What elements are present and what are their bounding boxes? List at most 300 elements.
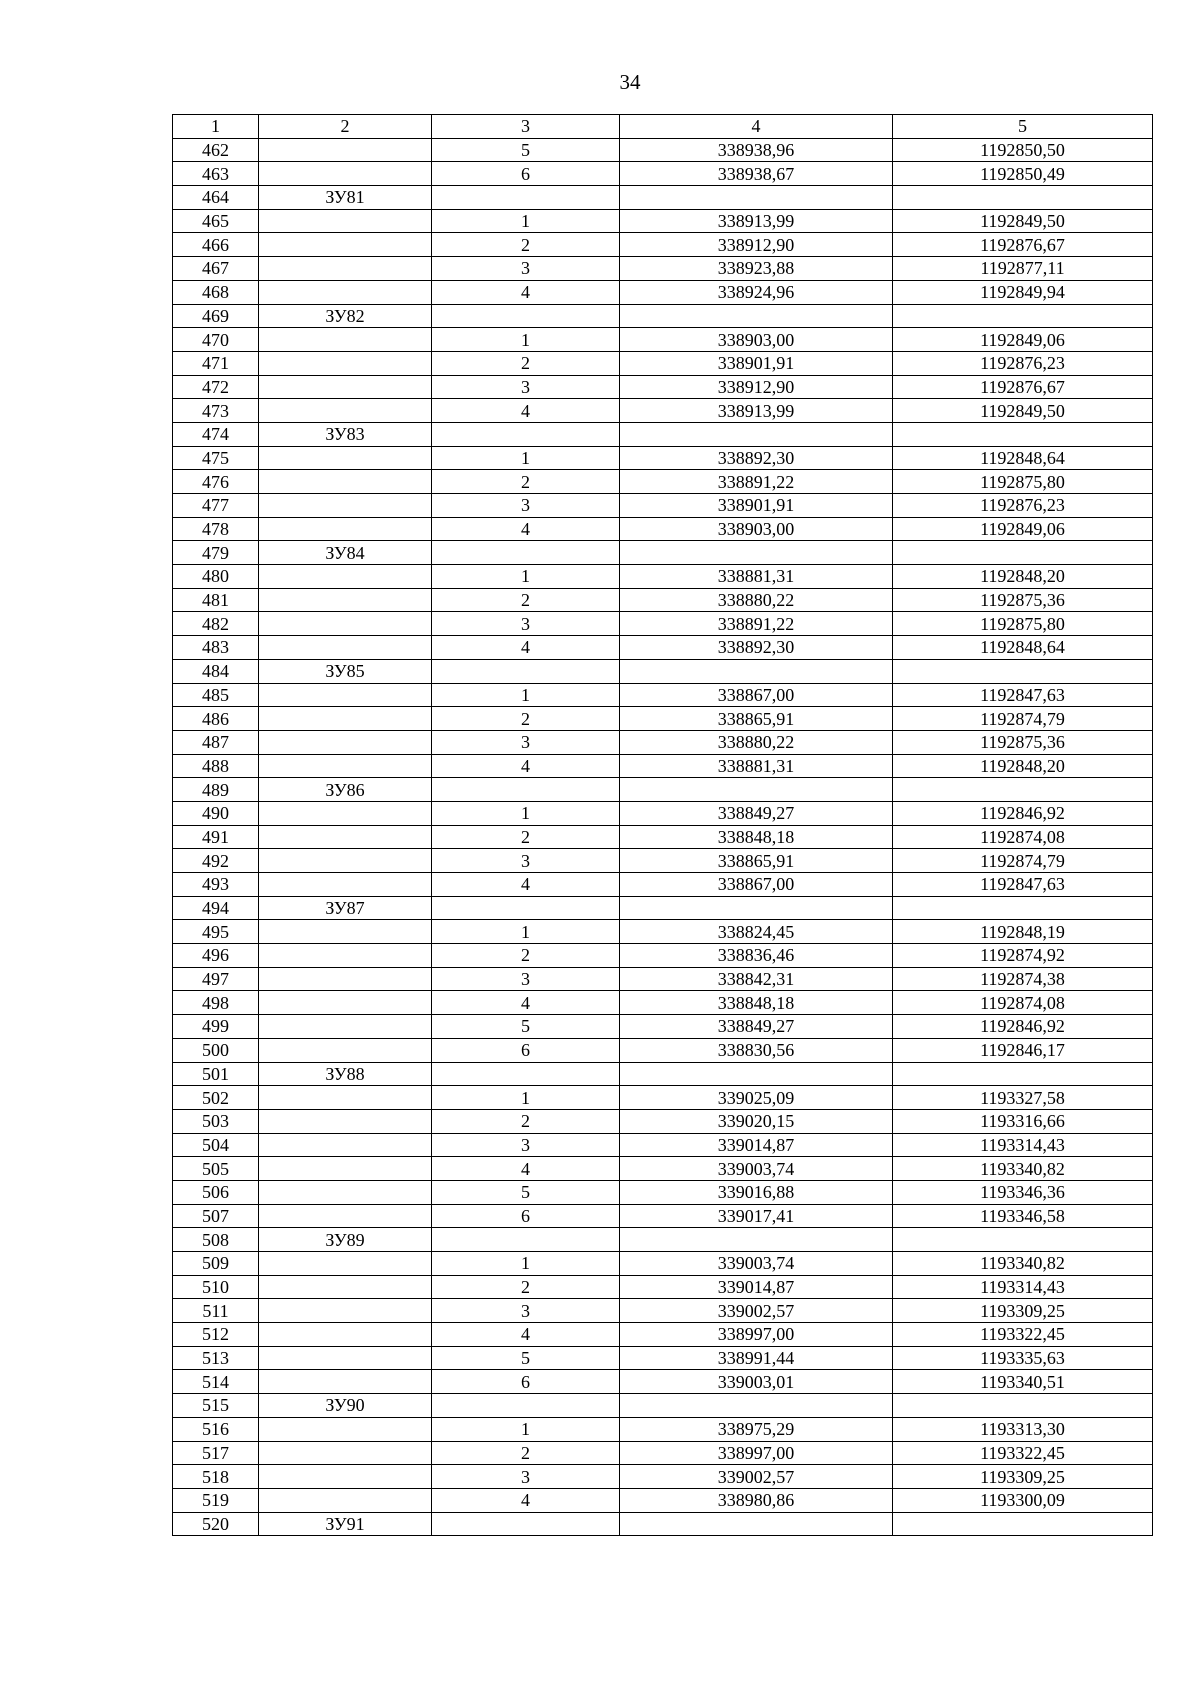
- table-row: [173, 494, 1153, 518]
- cell-row-number: 515: [173, 1394, 259, 1418]
- cell-row-number: 494: [173, 896, 259, 920]
- table-row: [173, 541, 1153, 565]
- cell-coordinate-y: 1193346,58: [893, 1204, 1153, 1228]
- cell-point-number: 4: [432, 636, 620, 660]
- cell-coordinate-x: 338867,00: [620, 683, 893, 707]
- table-row: [173, 612, 1153, 636]
- cell-coordinate-x: 338938,67: [620, 162, 893, 186]
- cell-coordinate-y: 1192874,08: [893, 825, 1153, 849]
- cell-plot-id: [259, 1441, 432, 1465]
- cell-point-number: 2: [432, 233, 620, 257]
- cell-point-number: 1: [432, 1252, 620, 1276]
- cell-row-number: 497: [173, 967, 259, 991]
- cell-plot-id: [259, 209, 432, 233]
- cell-coordinate-y: 1192874,79: [893, 849, 1153, 873]
- cell-plot-id: [259, 707, 432, 731]
- cell-row-number: 489: [173, 778, 259, 802]
- cell-coordinate-x: [620, 1228, 893, 1252]
- cell-row-number: 482: [173, 612, 259, 636]
- cell-point-number: 3: [432, 257, 620, 281]
- cell-point-number: 5: [432, 1015, 620, 1039]
- table-row: [173, 873, 1153, 897]
- cell-row-number: 483: [173, 636, 259, 660]
- table-row: [173, 825, 1153, 849]
- cell-point-number: [432, 1228, 620, 1252]
- cell-plot-id: [259, 1038, 432, 1062]
- column-header: 5: [893, 115, 1153, 139]
- cell-coordinate-y: 1192875,80: [893, 470, 1153, 494]
- table-row: [173, 1394, 1153, 1418]
- cell-coordinate-y: 1192849,50: [893, 209, 1153, 233]
- cell-plot-id: ЗУ89: [259, 1228, 432, 1252]
- cell-row-number: 480: [173, 565, 259, 589]
- cell-coordinate-x: 339003,74: [620, 1252, 893, 1276]
- cell-point-number: 2: [432, 351, 620, 375]
- cell-plot-id: ЗУ81: [259, 186, 432, 210]
- cell-coordinate-x: 338997,00: [620, 1323, 893, 1347]
- cell-plot-id: [259, 1204, 432, 1228]
- cell-row-number: 512: [173, 1323, 259, 1347]
- cell-point-number: 1: [432, 1417, 620, 1441]
- cell-plot-id: [259, 1346, 432, 1370]
- cell-row-number: 481: [173, 588, 259, 612]
- cell-coordinate-y: 1193346,36: [893, 1180, 1153, 1204]
- table-row: [173, 1275, 1153, 1299]
- cell-row-number: 499: [173, 1015, 259, 1039]
- cell-row-number: 508: [173, 1228, 259, 1252]
- cell-plot-id: [259, 233, 432, 257]
- cell-row-number: 500: [173, 1038, 259, 1062]
- cell-coordinate-y: [893, 896, 1153, 920]
- cell-point-number: 3: [432, 1133, 620, 1157]
- cell-row-number: 496: [173, 944, 259, 968]
- cell-point-number: 6: [432, 1370, 620, 1394]
- cell-coordinate-y: [893, 1394, 1153, 1418]
- cell-coordinate-x: 338881,31: [620, 754, 893, 778]
- table-row: [173, 778, 1153, 802]
- cell-coordinate-y: [893, 186, 1153, 210]
- cell-row-number: 470: [173, 328, 259, 352]
- table-row: [173, 280, 1153, 304]
- cell-plot-id: [259, 849, 432, 873]
- cell-coordinate-y: 1193322,45: [893, 1441, 1153, 1465]
- cell-coordinate-y: 1193340,82: [893, 1157, 1153, 1181]
- cell-plot-id: [259, 351, 432, 375]
- cell-coordinate-x: [620, 1394, 893, 1418]
- table-row: [173, 754, 1153, 778]
- cell-point-number: [432, 186, 620, 210]
- cell-coordinate-x: 338980,86: [620, 1488, 893, 1512]
- cell-plot-id: ЗУ85: [259, 659, 432, 683]
- cell-plot-id: [259, 1417, 432, 1441]
- table-row: [173, 375, 1153, 399]
- cell-coordinate-x: [620, 186, 893, 210]
- cell-coordinate-y: 1192849,94: [893, 280, 1153, 304]
- cell-point-number: 6: [432, 162, 620, 186]
- cell-plot-id: [259, 967, 432, 991]
- cell-row-number: 467: [173, 257, 259, 281]
- cell-plot-id: [259, 825, 432, 849]
- cell-row-number: 466: [173, 233, 259, 257]
- cell-coordinate-y: 1193309,25: [893, 1465, 1153, 1489]
- cell-plot-id: [259, 517, 432, 541]
- cell-plot-id: [259, 138, 432, 162]
- table-row: [173, 944, 1153, 968]
- cell-coordinate-x: [620, 304, 893, 328]
- table-row: [173, 659, 1153, 683]
- cell-row-number: 493: [173, 873, 259, 897]
- cell-coordinate-x: 338891,22: [620, 612, 893, 636]
- cell-coordinate-y: 1193340,82: [893, 1252, 1153, 1276]
- table-row: [173, 1488, 1153, 1512]
- cell-row-number: 491: [173, 825, 259, 849]
- table-row: [173, 1512, 1153, 1536]
- cell-row-number: 518: [173, 1465, 259, 1489]
- cell-coordinate-y: 1192846,92: [893, 801, 1153, 825]
- cell-point-number: 1: [432, 565, 620, 589]
- cell-point-number: 3: [432, 375, 620, 399]
- cell-row-number: 502: [173, 1086, 259, 1110]
- cell-row-number: 520: [173, 1512, 259, 1536]
- cell-row-number: 472: [173, 375, 259, 399]
- cell-coordinate-y: 1192876,67: [893, 375, 1153, 399]
- cell-row-number: 476: [173, 470, 259, 494]
- cell-plot-id: [259, 944, 432, 968]
- cell-coordinate-x: 339017,41: [620, 1204, 893, 1228]
- cell-coordinate-x: [620, 422, 893, 446]
- cell-coordinate-y: 1193327,58: [893, 1086, 1153, 1110]
- cell-coordinate-y: 1193309,25: [893, 1299, 1153, 1323]
- cell-point-number: 4: [432, 1157, 620, 1181]
- cell-coordinate-x: [620, 778, 893, 802]
- cell-point-number: 3: [432, 612, 620, 636]
- cell-row-number: 485: [173, 683, 259, 707]
- cell-point-number: [432, 304, 620, 328]
- cell-point-number: 5: [432, 1180, 620, 1204]
- cell-coordinate-x: 339020,15: [620, 1109, 893, 1133]
- cell-point-number: 4: [432, 991, 620, 1015]
- cell-plot-id: [259, 920, 432, 944]
- table-row: [173, 707, 1153, 731]
- cell-coordinate-y: 1192849,50: [893, 399, 1153, 423]
- cell-coordinate-x: [620, 541, 893, 565]
- table-row: [173, 517, 1153, 541]
- cell-point-number: [432, 778, 620, 802]
- cell-coordinate-y: [893, 422, 1153, 446]
- table-row: [173, 1417, 1153, 1441]
- cell-plot-id: [259, 1488, 432, 1512]
- cell-coordinate-y: [893, 778, 1153, 802]
- cell-coordinate-x: 338881,31: [620, 565, 893, 589]
- table-row: [173, 1157, 1153, 1181]
- cell-plot-id: [259, 801, 432, 825]
- cell-row-number: 474: [173, 422, 259, 446]
- cell-plot-id: ЗУ84: [259, 541, 432, 565]
- cell-plot-id: [259, 1180, 432, 1204]
- coordinates-table-body: [173, 115, 1153, 1536]
- cell-coordinate-y: [893, 1512, 1153, 1536]
- cell-coordinate-x: 339003,01: [620, 1370, 893, 1394]
- cell-coordinate-y: 1192848,64: [893, 636, 1153, 660]
- table-row: [173, 138, 1153, 162]
- cell-point-number: 2: [432, 1441, 620, 1465]
- cell-plot-id: [259, 399, 432, 423]
- cell-coordinate-y: 1193313,30: [893, 1417, 1153, 1441]
- cell-point-number: [432, 1394, 620, 1418]
- cell-row-number: 478: [173, 517, 259, 541]
- cell-row-number: 498: [173, 991, 259, 1015]
- cell-coordinate-x: 339014,87: [620, 1133, 893, 1157]
- cell-coordinate-y: 1192847,63: [893, 683, 1153, 707]
- cell-coordinate-y: 1192846,17: [893, 1038, 1153, 1062]
- cell-row-number: 465: [173, 209, 259, 233]
- cell-plot-id: [259, 1370, 432, 1394]
- cell-coordinate-y: 1193314,43: [893, 1275, 1153, 1299]
- cell-row-number: 495: [173, 920, 259, 944]
- cell-coordinate-x: 339016,88: [620, 1180, 893, 1204]
- cell-coordinate-x: 339014,87: [620, 1275, 893, 1299]
- table-row: [173, 683, 1153, 707]
- cell-plot-id: [259, 1109, 432, 1133]
- table-row: [173, 328, 1153, 352]
- cell-plot-id: [259, 588, 432, 612]
- cell-coordinate-x: 339002,57: [620, 1299, 893, 1323]
- cell-coordinate-y: 1193300,09: [893, 1488, 1153, 1512]
- cell-plot-id: [259, 1015, 432, 1039]
- cell-point-number: 3: [432, 1465, 620, 1489]
- cell-coordinate-x: 338901,91: [620, 494, 893, 518]
- cell-row-number: 519: [173, 1488, 259, 1512]
- cell-coordinate-x: 338938,96: [620, 138, 893, 162]
- cell-plot-id: ЗУ82: [259, 304, 432, 328]
- cell-point-number: 1: [432, 920, 620, 944]
- cell-coordinate-y: [893, 659, 1153, 683]
- cell-row-number: 462: [173, 138, 259, 162]
- cell-coordinate-y: 1192875,80: [893, 612, 1153, 636]
- cell-coordinate-x: 338849,27: [620, 1015, 893, 1039]
- cell-coordinate-y: 1192846,92: [893, 1015, 1153, 1039]
- table-row: [173, 186, 1153, 210]
- table-row: [173, 1323, 1153, 1347]
- cell-coordinate-y: 1193316,66: [893, 1109, 1153, 1133]
- cell-point-number: 1: [432, 446, 620, 470]
- cell-plot-id: [259, 1157, 432, 1181]
- cell-coordinate-x: 338975,29: [620, 1417, 893, 1441]
- cell-point-number: [432, 659, 620, 683]
- cell-plot-id: [259, 280, 432, 304]
- cell-coordinate-y: 1192847,63: [893, 873, 1153, 897]
- cell-plot-id: [259, 257, 432, 281]
- cell-point-number: 2: [432, 944, 620, 968]
- cell-point-number: [432, 1512, 620, 1536]
- table-row: [173, 1204, 1153, 1228]
- cell-coordinate-y: 1193340,51: [893, 1370, 1153, 1394]
- cell-row-number: 477: [173, 494, 259, 518]
- cell-row-number: 484: [173, 659, 259, 683]
- cell-coordinate-x: 338824,45: [620, 920, 893, 944]
- cell-plot-id: [259, 730, 432, 754]
- cell-plot-id: [259, 162, 432, 186]
- table-row: [173, 849, 1153, 873]
- cell-plot-id: [259, 1299, 432, 1323]
- cell-coordinate-x: 338865,91: [620, 707, 893, 731]
- cell-coordinate-y: 1192877,11: [893, 257, 1153, 281]
- cell-coordinate-y: 1193314,43: [893, 1133, 1153, 1157]
- cell-coordinate-y: 1192876,23: [893, 494, 1153, 518]
- cell-plot-id: [259, 1465, 432, 1489]
- cell-point-number: 3: [432, 1299, 620, 1323]
- cell-point-number: 1: [432, 683, 620, 707]
- table-row: [173, 422, 1153, 446]
- cell-plot-id: [259, 470, 432, 494]
- cell-coordinate-x: [620, 1062, 893, 1086]
- cell-coordinate-y: 1192848,20: [893, 565, 1153, 589]
- table-row: [173, 1346, 1153, 1370]
- cell-point-number: 3: [432, 494, 620, 518]
- cell-coordinate-y: 1192876,23: [893, 351, 1153, 375]
- cell-plot-id: ЗУ90: [259, 1394, 432, 1418]
- cell-coordinate-y: 1192848,19: [893, 920, 1153, 944]
- cell-coordinate-y: 1192874,79: [893, 707, 1153, 731]
- cell-point-number: 4: [432, 754, 620, 778]
- cell-plot-id: [259, 636, 432, 660]
- cell-point-number: 2: [432, 588, 620, 612]
- cell-coordinate-x: 338901,91: [620, 351, 893, 375]
- cell-point-number: 2: [432, 1109, 620, 1133]
- cell-coordinate-y: [893, 1228, 1153, 1252]
- cell-row-number: 492: [173, 849, 259, 873]
- cell-row-number: 513: [173, 1346, 259, 1370]
- cell-coordinate-x: 338880,22: [620, 730, 893, 754]
- page-number: 34: [619, 70, 641, 94]
- cell-point-number: [432, 896, 620, 920]
- cell-coordinate-y: 1193322,45: [893, 1323, 1153, 1347]
- cell-coordinate-x: 338880,22: [620, 588, 893, 612]
- cell-coordinate-x: 339003,74: [620, 1157, 893, 1181]
- cell-coordinate-x: 338997,00: [620, 1441, 893, 1465]
- table-row: [173, 588, 1153, 612]
- table-row: [173, 446, 1153, 470]
- cell-row-number: 510: [173, 1275, 259, 1299]
- column-header: 1: [173, 115, 259, 139]
- cell-plot-id: ЗУ83: [259, 422, 432, 446]
- table-row: [173, 636, 1153, 660]
- table-row: [173, 470, 1153, 494]
- cell-plot-id: [259, 1323, 432, 1347]
- table-row: [173, 1109, 1153, 1133]
- cell-coordinate-y: 1192850,50: [893, 138, 1153, 162]
- table-row: [173, 1228, 1153, 1252]
- table-row: [173, 209, 1153, 233]
- cell-coordinate-y: [893, 1062, 1153, 1086]
- cell-point-number: [432, 1062, 620, 1086]
- cell-row-number: 463: [173, 162, 259, 186]
- cell-coordinate-y: 1192876,67: [893, 233, 1153, 257]
- cell-plot-id: [259, 1086, 432, 1110]
- cell-point-number: 4: [432, 280, 620, 304]
- cell-coordinate-x: 338848,18: [620, 825, 893, 849]
- cell-plot-id: [259, 328, 432, 352]
- cell-coordinate-x: 338849,27: [620, 801, 893, 825]
- cell-row-number: 511: [173, 1299, 259, 1323]
- cell-point-number: 2: [432, 825, 620, 849]
- cell-row-number: 517: [173, 1441, 259, 1465]
- table-row: [173, 730, 1153, 754]
- table-row: [173, 162, 1153, 186]
- cell-row-number: 505: [173, 1157, 259, 1181]
- cell-coordinate-y: 1192874,38: [893, 967, 1153, 991]
- column-header: 3: [432, 115, 620, 139]
- table-row: [173, 1465, 1153, 1489]
- column-header: 2: [259, 115, 432, 139]
- cell-plot-id: ЗУ87: [259, 896, 432, 920]
- cell-coordinate-x: 338924,96: [620, 280, 893, 304]
- cell-row-number: 501: [173, 1062, 259, 1086]
- cell-coordinate-y: [893, 304, 1153, 328]
- cell-row-number: 469: [173, 304, 259, 328]
- cell-coordinate-x: [620, 896, 893, 920]
- cell-row-number: 504: [173, 1133, 259, 1157]
- table-row: [173, 399, 1153, 423]
- cell-point-number: 5: [432, 1346, 620, 1370]
- cell-point-number: 6: [432, 1038, 620, 1062]
- table-row: [173, 257, 1153, 281]
- cell-coordinate-x: 339025,09: [620, 1086, 893, 1110]
- cell-row-number: 503: [173, 1109, 259, 1133]
- cell-point-number: 4: [432, 1323, 620, 1347]
- table-row: [173, 1441, 1153, 1465]
- cell-point-number: 2: [432, 470, 620, 494]
- table-row: [173, 304, 1153, 328]
- cell-coordinate-x: 338892,30: [620, 446, 893, 470]
- cell-plot-id: [259, 754, 432, 778]
- cell-coordinate-y: 1192874,92: [893, 944, 1153, 968]
- cell-point-number: 4: [432, 517, 620, 541]
- cell-coordinate-y: 1192849,06: [893, 517, 1153, 541]
- cell-row-number: 514: [173, 1370, 259, 1394]
- cell-coordinate-y: [893, 541, 1153, 565]
- cell-coordinate-x: [620, 1512, 893, 1536]
- table-row: [173, 1015, 1153, 1039]
- cell-row-number: 516: [173, 1417, 259, 1441]
- table-row: [173, 1180, 1153, 1204]
- cell-coordinate-x: 338903,00: [620, 328, 893, 352]
- cell-row-number: 506: [173, 1180, 259, 1204]
- cell-coordinate-y: 1192848,20: [893, 754, 1153, 778]
- cell-point-number: 1: [432, 328, 620, 352]
- cell-coordinate-x: 338836,46: [620, 944, 893, 968]
- cell-plot-id: [259, 565, 432, 589]
- cell-coordinate-y: 1193335,63: [893, 1346, 1153, 1370]
- cell-coordinate-x: 338848,18: [620, 991, 893, 1015]
- column-header: 4: [620, 115, 893, 139]
- table-row: [173, 565, 1153, 589]
- cell-coordinate-x: 339002,57: [620, 1465, 893, 1489]
- table-row: [173, 991, 1153, 1015]
- table-row: [173, 896, 1153, 920]
- cell-point-number: [432, 541, 620, 565]
- table-row: [173, 1370, 1153, 1394]
- cell-row-number: 473: [173, 399, 259, 423]
- cell-coordinate-x: 338830,56: [620, 1038, 893, 1062]
- cell-coordinate-x: 338865,91: [620, 849, 893, 873]
- cell-coordinate-x: 338991,44: [620, 1346, 893, 1370]
- cell-plot-id: [259, 1275, 432, 1299]
- cell-coordinate-y: 1192875,36: [893, 588, 1153, 612]
- table-row: [173, 1062, 1153, 1086]
- cell-point-number: 4: [432, 873, 620, 897]
- cell-coordinate-y: 1192850,49: [893, 162, 1153, 186]
